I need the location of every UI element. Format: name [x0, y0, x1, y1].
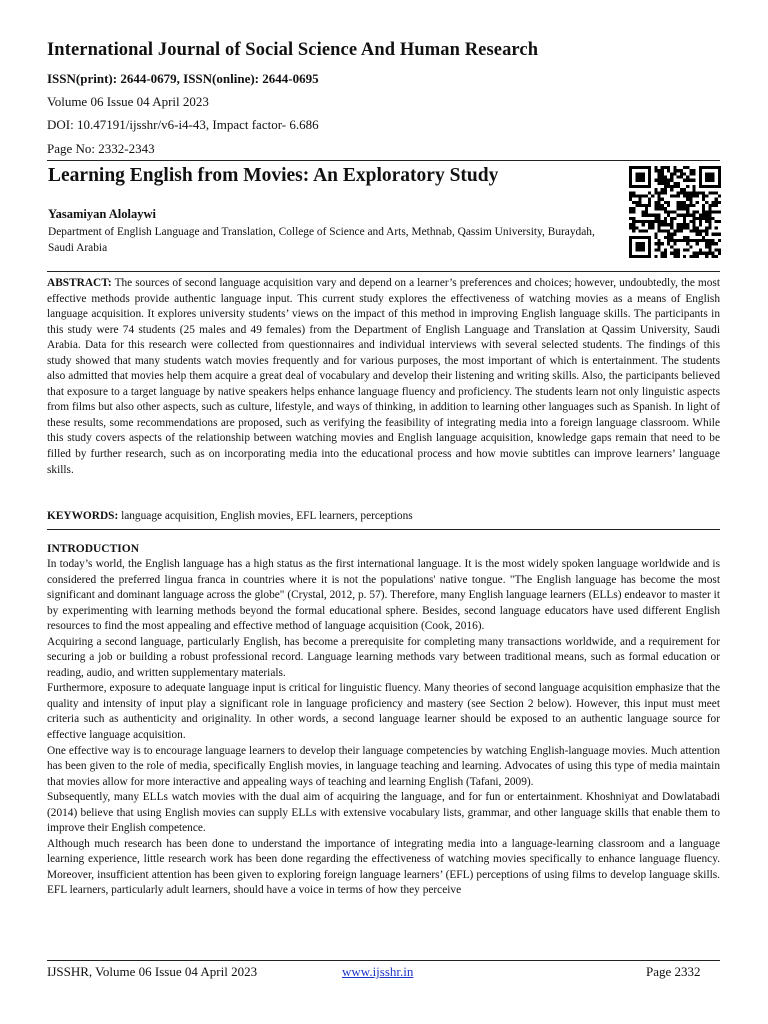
qr-code-icon[interactable]: [629, 166, 721, 258]
keywords-text: language acquisition, English movies, EFL learners, perceptions: [121, 510, 413, 522]
abstract-rule: [47, 271, 720, 272]
intro-paragraph: Subsequently, many ELLs watch movies with the dual aim of acquiring the language, and for fun or entertainment. Khoshniyat and Dowlatabadi (2014) believe that using English movies can supply ELLs with extensive vocabulary lists, grammar, and other language skills that enable them to improve their English competence.: [47, 791, 720, 835]
introduction-body: [47, 557, 720, 899]
keywords-label: KEYWORDS:: [47, 510, 119, 522]
footer-website-link[interactable]: www.ijsshr.in: [342, 964, 414, 979]
intro-paragraph: Acquiring a second language, particularly English, has become a prerequisite for completing many transactions worldwide, and a requirement for securing a job or building a robust professional record. Language learning methods vary between traditional means, such as formal education or reading, audio, and written supplementary materials.: [47, 635, 720, 679]
volume-line: Volume 06 Issue 04 April 2023: [47, 94, 209, 109]
footer-rule: [47, 960, 720, 961]
footer-page-number: Page 2332: [646, 964, 701, 979]
introduction-heading: INTRODUCTION: [47, 543, 140, 555]
keywords-rule: [47, 529, 720, 530]
abstract-label: ABSTRACT:: [47, 277, 112, 289]
author-affiliation: Department of English Language and Translation, College of Science and Arts, Methnab, Qassim University, Buraydah, Saudi Arabia: [48, 226, 595, 254]
abstract: [47, 276, 720, 478]
issn-line: ISSN(print): 2644-0679, ISSN(online): 2644-0695: [47, 71, 319, 86]
author-name: Yasamiyan Alolaywi: [48, 207, 157, 221]
footer-journal: IJSSHR, Volume 06 Issue 04 April 2023: [47, 964, 258, 979]
keywords: [47, 509, 720, 525]
journal-title: International Journal of Social Science And Human Research: [47, 40, 539, 60]
intro-paragraph: Furthermore, exposure to adequate language input is critical for linguistic fluency. Many theories of second language acquisition emphasize that the quality and intensity of input play a significant role in language proficiency and mastery (see Section 2 below). However, this input must meet criteria such as authenticity and originality. In other words, a second language learner should be exposed to an authentic language source for effective language acquisition.: [47, 682, 720, 742]
pages-line: Page No: 2332-2343: [47, 141, 155, 156]
doi-line: DOI: 10.47191/ijsshr/v6-i4-43, Impact factor- 6.686: [47, 117, 319, 132]
intro-paragraph: Although much research has been done to understand the importance of integrating media into a language-learning classroom and a language learning experience, little research work has been done regarding the effectiveness of watching movies specifically to enhance language fluency. Moreover, insufficient attention has been given to exploring foreign language learners’ (EFL) perceptions of using films to develop language skills. EFL learners, particularly adult learners, should have a voice in terms of how they perceive: [47, 837, 720, 897]
article-title: Learning English from Movies: An Exploratory Study: [48, 165, 499, 186]
abstract-text: The sources of second language acquisition vary and depend on a learner’s preferences and choices; however, undoubtedly, the most effective methods provide authentic language input. This current study explores the effectiveness of watching movies as a means of English language acquisition. It explores university students’ views on the impact of this method in improving English language skills. The participants in this study were 74 students (25 males and 49 females) from the Department of English Language and Translation at Qassim University, Saudi Arabia. Data for this research were collected from questionnaires and individual interviews with several selected students. The findings of this study showed that many students watch movies frequently and for various purposes, the most important of which is entertainment. The students also admitted that movies help them acquire a great deal of vocabulary and develop their listening and writing skills. Also, the participants believed that exposure to a target language by native speakers helps enhance language fluency and proficiency. The students learn not only linguistic aspects from films but also other aspects, such as culture, lifestyle, and ways of thinking, in addition to learning other languages such as Spanish. In light of these results, some recommendations are proposed, such as verifying the feasibility of integrating media into a foreign language classroom. While this study covers aspects of the relationship between watching movies and English language acquisition, knowledge gaps remain that need to be filled by further research, such as on incorporating media into the educational process and how movie subtitles can improve learners’ language skills.: [47, 277, 720, 476]
intro-paragraph: In today’s world, the English language has a high status as the first international language. It is the most widely spoken language worldwide and is considered the preferred lingua franca in countries where it is not the populations' native tongue. "The English language has become the most significant and dominant language across the globe" (Crystal, 2012, p. 57). Therefore, many English language learners (ELLs) endeavor to master it by experimenting with learning methods beyond the formal educational sphere. Besides, second language educators have used different English resources to find the most appealing and effective method of language acquisition (Cook, 2016).: [47, 558, 720, 633]
header-rule: [47, 160, 720, 161]
intro-paragraph: One effective way is to encourage language learners to develop their language competencies by watching English-language movies. Much attention has been given to the role of media, specifically English movies, in language teaching and learning. Advocates of using this type of media maintain that movies allow for more interactive and appealing ways of teaching and learning English (Tafani, 2009).: [47, 744, 720, 788]
